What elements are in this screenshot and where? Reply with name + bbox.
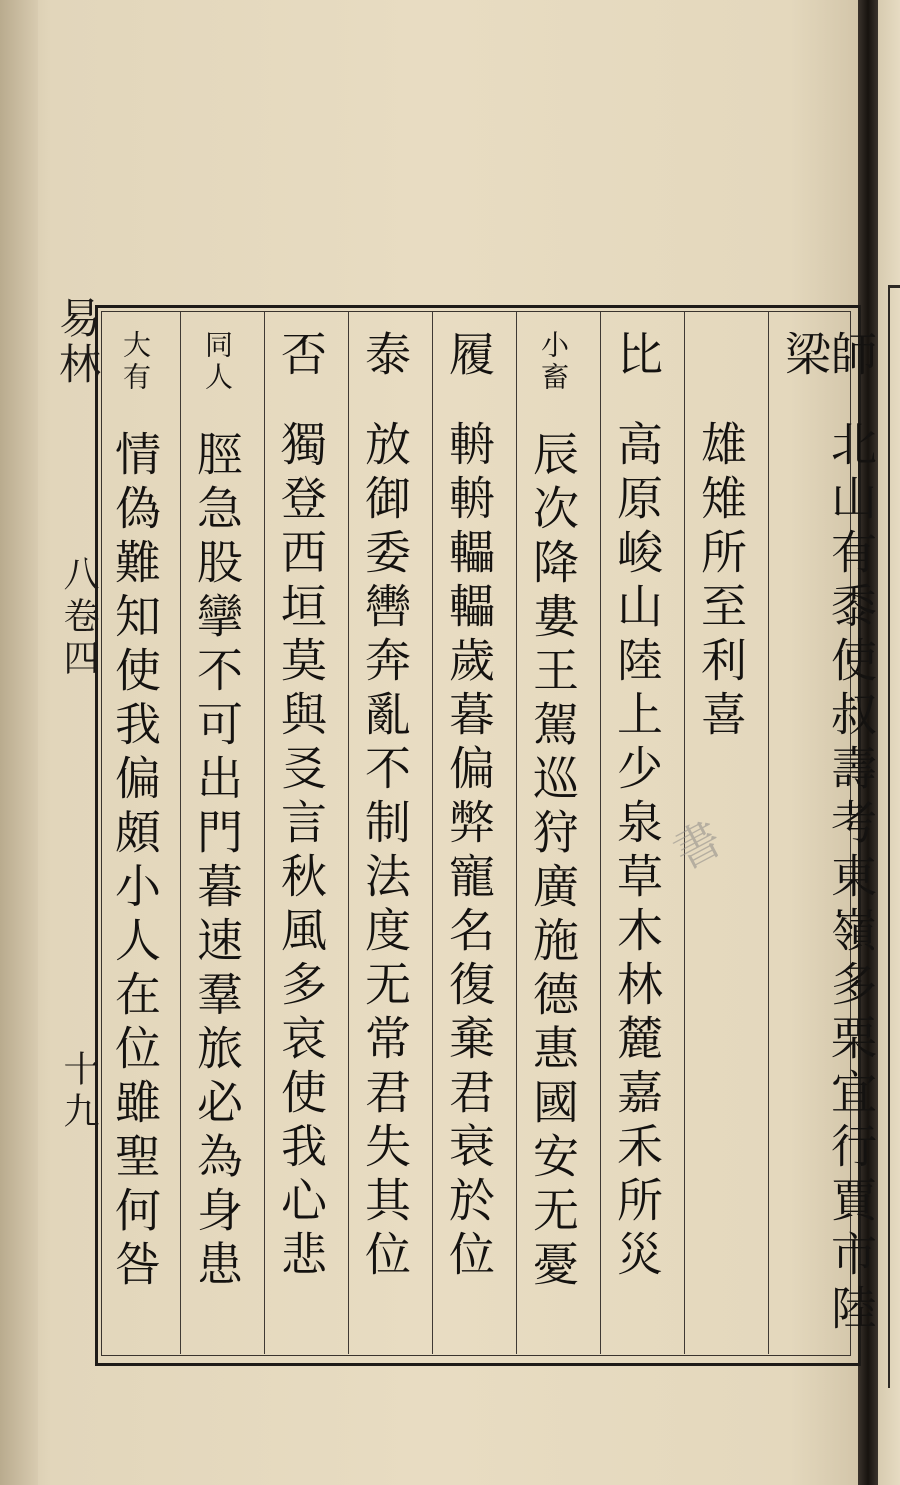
text-column-4 — [526, 330, 580, 1340]
hexagram-name: 泰 — [358, 330, 412, 384]
page-edge-shadow — [0, 0, 38, 1485]
hexagram-name: 大有 — [119, 330, 152, 394]
text-column-8 — [190, 330, 244, 1340]
volume-number: 卷四 — [58, 597, 99, 681]
volume-label — [52, 555, 99, 855]
verse-text: 辰次降婁王駕巡狩廣施德惠國安无憂 — [526, 430, 580, 1294]
verse-text: 脛急股攣不可出門暮速羣旅必為身患 — [190, 430, 244, 1294]
verse-text: 獨登西垣莫與㕛言秋風多哀使我心悲 — [274, 420, 328, 1284]
hexagram-name: 比 — [610, 330, 664, 384]
text-column-7 — [274, 330, 328, 1340]
column-rule — [264, 312, 265, 1354]
text-column-1 — [778, 330, 878, 1340]
book-title: 易林 — [53, 296, 102, 388]
hexagram-name: 小畜 — [537, 330, 570, 394]
verse-text: 情偽難知使我偏頗小人在位雖聖何咎 — [108, 430, 162, 1294]
text-column-9 — [108, 330, 162, 1340]
collector-seal: 書 — [659, 812, 729, 879]
hexagram-name: 履 — [442, 330, 496, 384]
page-number: 十九 — [58, 1050, 99, 1134]
text-column-3 — [610, 330, 664, 1340]
verse-text: 輈輈轠轠歲暮偏弊寵名復棄君衰於位 — [442, 420, 496, 1284]
column-rule — [432, 312, 433, 1354]
column-rule — [348, 312, 349, 1354]
text-column-6 — [358, 330, 412, 1340]
hexagram-name: 同人 — [201, 330, 234, 394]
text-column-5 — [442, 330, 496, 1340]
hexagram-name: 師 — [824, 330, 878, 384]
verse-text: 高原峻山陸上少泉草木林麓嘉禾所災 — [610, 420, 664, 1284]
verse-text: 放御委轡奔亂不制法度无常君失其位 — [358, 420, 412, 1284]
column-rule — [180, 312, 181, 1354]
verse-text: 雄雉所至利喜 — [694, 420, 748, 744]
hexagram-name: 否 — [274, 330, 328, 384]
fish-tail-mark: 八 — [58, 555, 99, 597]
column-rule — [600, 312, 601, 1354]
facing-page-frame — [888, 285, 900, 1388]
column-rule — [516, 312, 517, 1354]
column-rule — [768, 312, 769, 1354]
verse-text: 北山有黍使叔壽考東嶺多栗宜行賈市陸梁 — [778, 330, 878, 1338]
